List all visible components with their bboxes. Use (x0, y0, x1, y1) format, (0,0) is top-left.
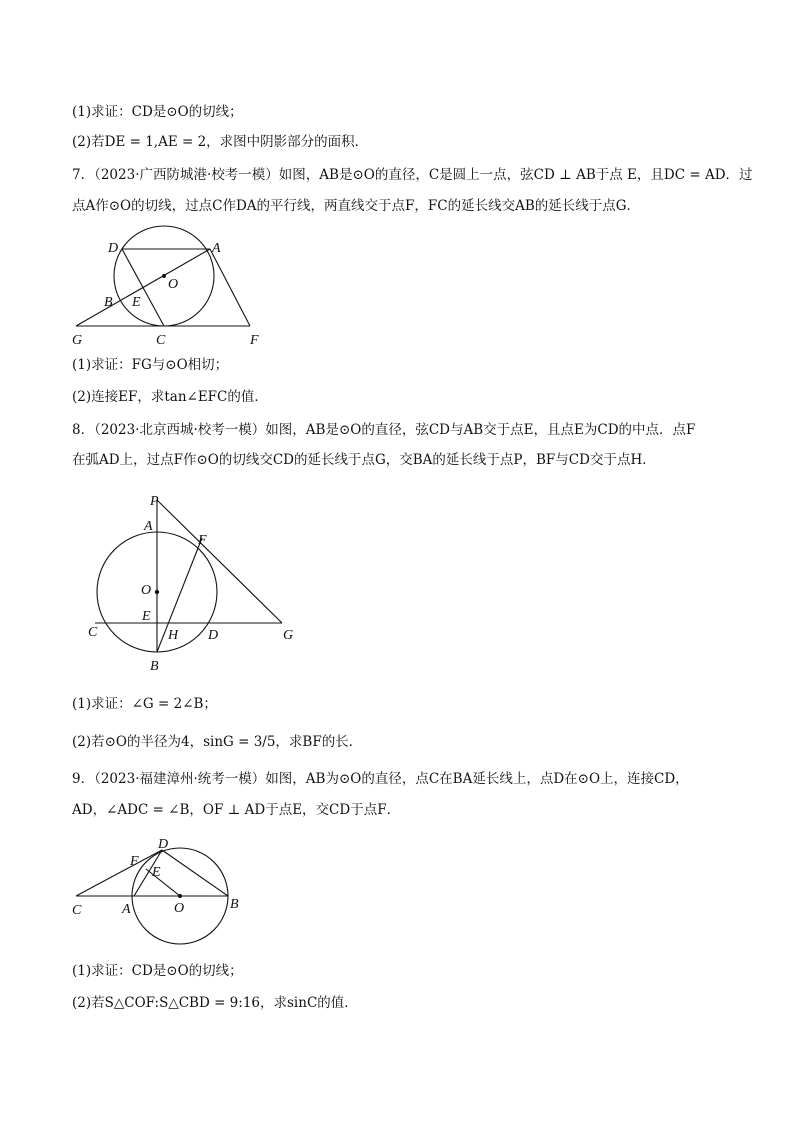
label-A: A (212, 241, 221, 256)
q9-stem-line2: AD，∠ADC = ∠B，OF ⊥ AD于点E，交CD于点F． (72, 802, 401, 818)
label-D: D (108, 241, 119, 256)
label-B: B (150, 659, 159, 674)
label-O: O (168, 277, 179, 292)
label-H: H (168, 628, 179, 643)
q9-part1: (1)求证：CD是⊙O的切线； (72, 963, 243, 979)
label-E: E (132, 295, 141, 310)
label-C: C (156, 333, 166, 348)
q7-part2: (2)连接EF，求tan∠EFC的值． (72, 389, 268, 405)
q6-part1: (1)求证：CD是⊙O的切线； (72, 104, 243, 120)
q7-stem-line2: 点A作⊙O的切线，过点C作DA的平行线，两直线交于点F，FC的延长线交AB的延长线于点G． (72, 198, 641, 214)
label-G: G (283, 628, 294, 643)
label-E: E (152, 865, 161, 880)
label-D: D (208, 628, 219, 643)
label-E: E (142, 609, 151, 624)
q6-part2: (2)若DE = 1,AE = 2，求图中阴影部分的面积． (72, 134, 369, 150)
q9-stem-line1: 9．（2023·福建漳州·统考一模）如图，AB为⊙O的直径，点C在BA延长线上，点D在⊙O上，连接CD， (72, 771, 689, 787)
figure-8 (80, 486, 310, 676)
q8-stem-line1: 8．（2023·北京西城·校考一模）如图，AB是⊙O的直径，弦CD与AB交于点E，且点E为CD的中点．点F (72, 422, 696, 438)
q7-part1: (1)求证：FG与⊙O相切； (72, 357, 229, 373)
label-O: O (174, 901, 185, 916)
label-O: O (141, 583, 152, 598)
label-A: A (122, 902, 131, 917)
label-A: A (144, 519, 153, 534)
q9-part2: (2)若S△COF:S△CBD = 9:16，求sinC的值． (72, 995, 358, 1011)
label-C: C (72, 903, 82, 918)
label-C: C (88, 625, 98, 640)
label-P: P (150, 494, 159, 509)
figure-9 (64, 832, 254, 952)
label-F: F (198, 533, 207, 548)
label-B: B (230, 897, 239, 912)
q8-part2: (2)若⊙O的半径为4，sinG = 3/5，求BF的长． (72, 734, 363, 750)
label-D: D (158, 837, 169, 852)
label-F: F (250, 333, 259, 348)
figure-7 (60, 232, 280, 352)
label-B: B (104, 295, 113, 310)
q8-stem-line2: 在弧AD上，过点F作⊙O的切线交CD的延长线于点G，交BA的延长线于点P，BF与CD交于点H． (72, 452, 656, 468)
q7-stem-line1: 7．（2023·广西防城港·校考一模）如图，AB是⊙O的直径，C是圆上一点，弦CD ⊥ AB于点 E，且DC = AD．过 (72, 167, 753, 183)
label-G: G (72, 333, 83, 348)
label-F: F (130, 854, 139, 869)
q8-part1: (1)求证：∠G = 2∠B； (72, 696, 217, 712)
